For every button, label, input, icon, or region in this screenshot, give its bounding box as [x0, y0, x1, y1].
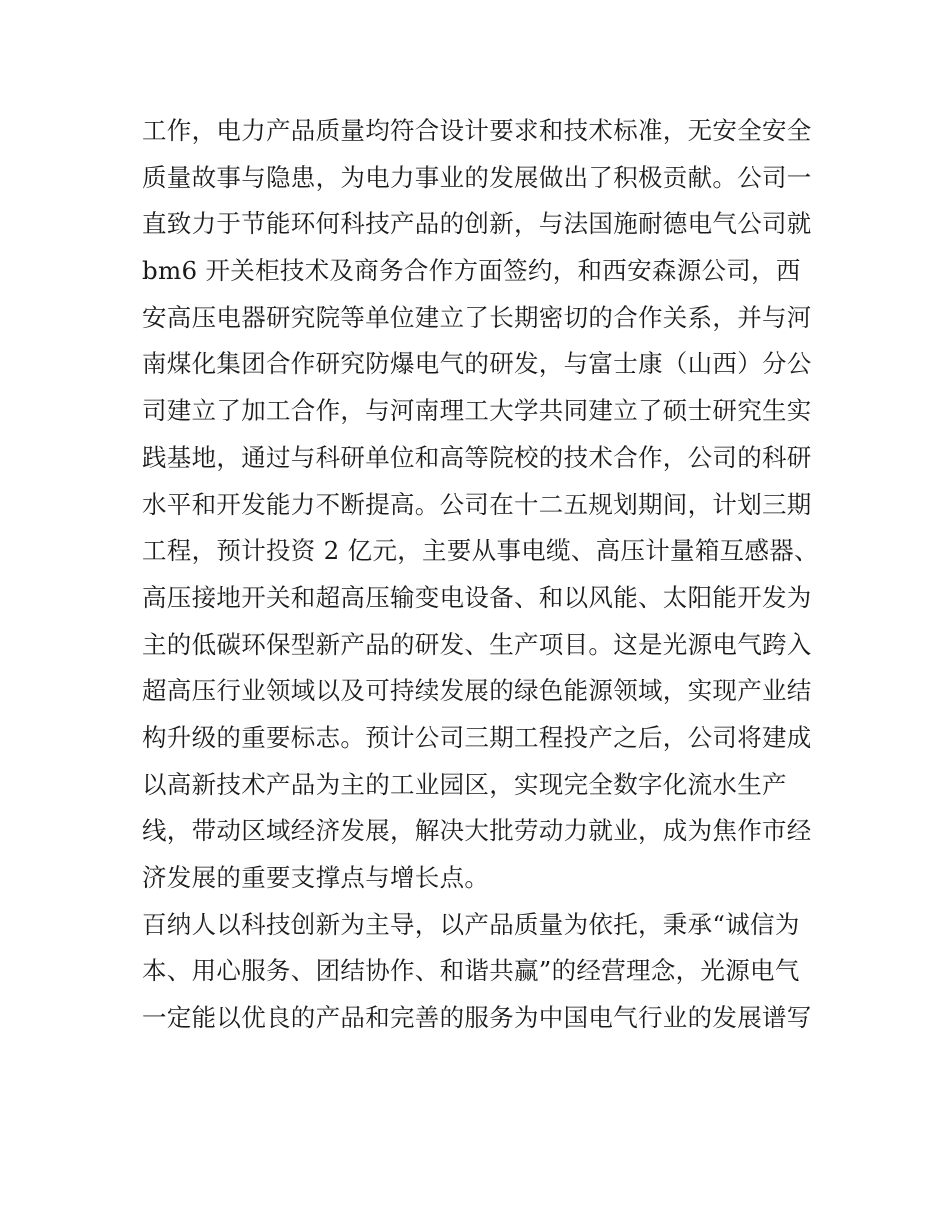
- text-line: 一定能以优良的产品和完善的服务为中国电气行业的发展谱写: [142, 1003, 812, 1033]
- text-line: 主的低碳环保型新产品的研发、生产项目。这是光源电气跨入: [142, 629, 812, 659]
- text-line: 工程，预计投资 2 亿元，主要从事电缆、高压计量箱互感器、: [142, 536, 819, 566]
- text-line: 工作，电力产品质量均符合设计要求和技术标准，无安全安全: [142, 116, 812, 145]
- text-line: 水平和开发能力不断提高。公司在十二五规划期间，计划三期: [142, 489, 812, 519]
- text-line: 济发展的重要支撑点与增长点。: [142, 863, 490, 892]
- text-line: 百纳人以科技创新为主导，以产品质量为依托，秉承“诚信为: [142, 909, 800, 939]
- text-line: 安高压电器研究院等单位建立了长期密切的合作关系，并与河: [142, 302, 812, 332]
- text-line: 以高新技术产品为主的工业园区，实现完全数字化流水生产: [142, 769, 787, 799]
- text-line: 司建立了加工合作，与河南理工大学共同建立了硕士研究生实: [142, 396, 812, 426]
- text-line: 南煤化集团合作研究防爆电气的研发，与富士康（山西）分公: [142, 349, 812, 379]
- text-line: bm6 开关柜技术及商务合作方面签约，和西安森源公司，西: [142, 256, 801, 286]
- text-line: 直致力于节能环何科技产品的创新，与法国施耐德电气公司就: [142, 209, 812, 239]
- text-line: 线，带动区域经济发展，解决大批劳动力就业，成为焦作市经: [142, 816, 812, 846]
- text-line: 高压接地开关和超高压输变电设备、和以风能、太阳能开发为: [142, 582, 812, 612]
- text-line: 质量故事与隐患，为电力事业的发展做出了积极贡献。公司一: [142, 162, 812, 192]
- body-text: [142, 108, 822, 1042]
- text-line: 超高压行业领域以及可持续发展的绿色能源领域，实现产业结: [142, 676, 812, 706]
- text-line: 践基地，通过与科研单位和高等院校的技术合作，公司的科研: [142, 442, 812, 472]
- text-line: 构升级的重要标志。预计公司三期工程投产之后，公司将建成: [142, 722, 812, 752]
- text-line: 本、用心服务、团结协作、和谐共赢”的经营理念，光源电气: [142, 956, 800, 986]
